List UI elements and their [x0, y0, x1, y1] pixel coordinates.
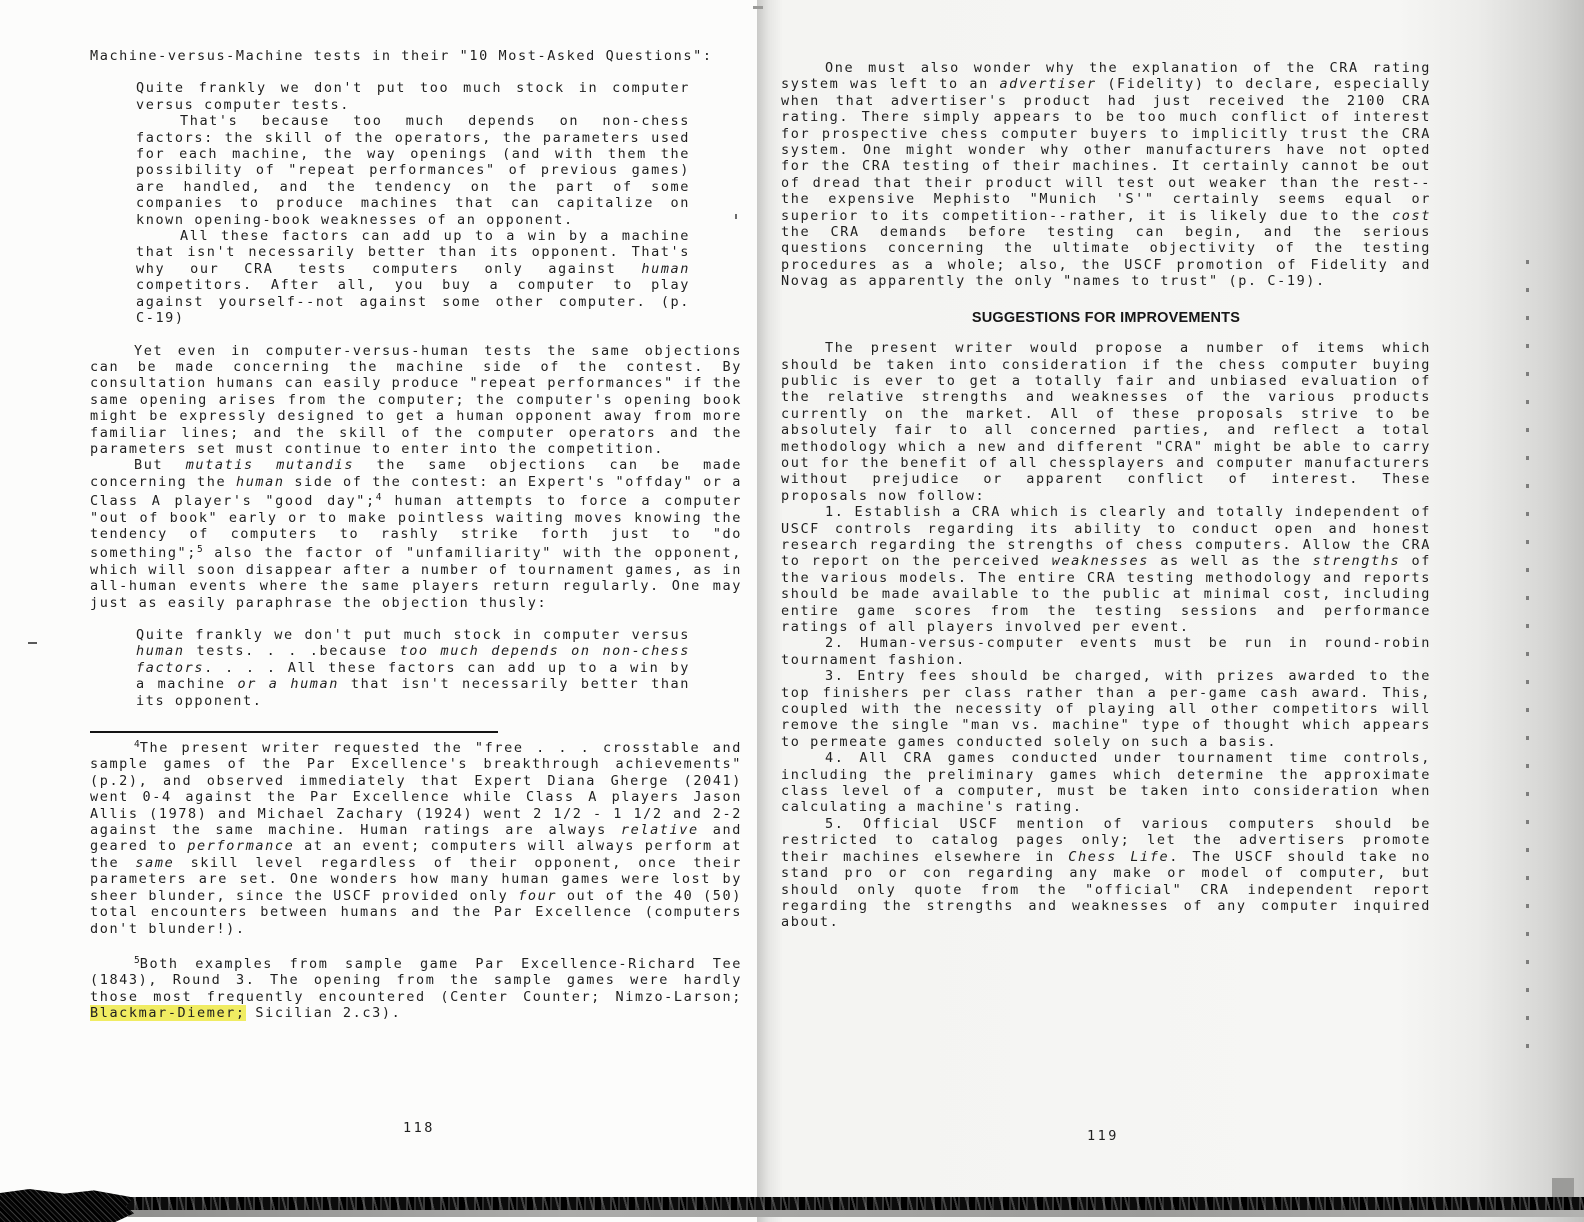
text-segment: competitors. After all, you buy a computer to play against yourself--not against some other computer. (p. C-19): [136, 277, 690, 327]
text-segment: Quite frankly we don't put much stock in computer versus: [136, 627, 690, 643]
left-page: [0, 0, 757, 1222]
text-segment: side of the contest: an Expert's "offday" or a Class A player's "good day";: [90, 473, 743, 510]
text-segment: human attempts to force a computer "out of book" early or to make pointless waiting moves knowing the tendency of computers to rashly strike forth just to "do something";: [90, 493, 743, 562]
text-segment: . . . . All these factors can add up to a win by a machine: [136, 659, 690, 693]
scan-artifact: [735, 214, 737, 219]
text-segment: Machine-versus-Machine tests in their "10 Most-Asked Questions":: [90, 48, 713, 64]
block-quote-1: [136, 80, 690, 113]
body-paragraph: [90, 343, 742, 458]
text-segment: advertiser: [999, 76, 1097, 93]
text-segment: (Fidelity) to declare, especially when that advertiser's product had just received the 2100 CRA rating. There simply appears to be too much conflict of interest for prospective chess computer buyers to implicitly trust the CRA system. One might wonder why other manufacturers have not opted for the CRA testing of their machines. It certainly cannot be out of dread that their product will test out weaker than the rest--the expensive Mephisto "Munich 'S'" certainly seems equal or superior to its competition--rather, it is likely due to the: [781, 76, 1431, 224]
block-quote-1: [136, 113, 690, 228]
footnote-marker: 4: [375, 492, 382, 504]
text-segment: 5. Official USCF mention of various computers should be restricted to catalog pages only; let the advertisers promote their machines elsewhere in: [781, 815, 1431, 865]
text-segment: That's because too much depends on non-chess factors: the skill of the operators, the parameters used for each machine, the way openings (and with them the possibility of "repeat performances" of previous games) are handled, and the tendency on the part of some companies to produce machines that can capitalize on known opening-book weaknesses of an opponent.: [136, 113, 690, 228]
footnote-5: [90, 953, 742, 1022]
footnote-4: [90, 737, 742, 937]
text-segment: strengths: [1312, 553, 1401, 570]
proposal-item-2: [781, 635, 1431, 668]
scan-artifact: [753, 6, 763, 9]
text-segment: of the various models. The entire CRA testing methodology and reports should be made available to the public at minimal cost, including entire game scores from the testing sessions and performance ratings of all players involved per event.: [781, 553, 1431, 635]
text-segment: mutatis mutandis: [185, 457, 355, 474]
text-segment: skill level regardless of their opponent, once their parameters are set. One wonders how many human games were lost by sheer blunder, since the USCF provided only: [90, 854, 742, 904]
text-segment: relative: [620, 822, 699, 839]
text-segment: human: [641, 260, 690, 277]
text-segment: 3. Entry fees should be charged, with prizes awarded to the top finishers per class rather than a per-game cash award. This, coupled with the necessity of playing all other competitors will remove the single "man vs. machine" type of thought which appears to permeate games conducted solely on such a basis.: [781, 668, 1431, 750]
right-page: [757, 0, 1584, 1222]
text-segment: four: [518, 887, 558, 904]
body-paragraph: [90, 457, 742, 611]
proposal-item-3: [781, 668, 1431, 750]
highlighted-text: Blackmar-Diemer;: [90, 1005, 246, 1022]
section-heading: [781, 310, 1431, 326]
text-segment: 2. Human-versus-computer events must be run in round-robin tournament fashion.: [781, 635, 1431, 668]
text-segment: the CRA demands before testing can begin, and the serious questions concerning the ultimate objectivity of the testing procedures as a whole; also, the USCF promotion of Fidelity and Novag as apparently the only "names to trust" (p. C-19).: [781, 224, 1431, 290]
text-segment: Sicilian 2.c3).: [245, 1005, 402, 1022]
text-segment: at an event; computers will always perform at the: [90, 838, 742, 871]
proposal-item-4: [781, 750, 1431, 816]
text-segment: One must also wonder why the explanation of the CRA rating system was left to an: [781, 60, 1431, 93]
proposal-item-1: [781, 504, 1431, 635]
text-segment: All these factors can add up to a win by a machine that isn't necessarily better than its opponent. That's why our CRA tests computers only against: [136, 228, 690, 277]
body-paragraph: [781, 340, 1431, 504]
scan-artifact: [28, 642, 37, 644]
text-segment: Quite frankly we don't put too much stock in computer versus computer tests.: [136, 80, 690, 113]
text-segment: human: [235, 473, 285, 490]
proposal-item-5: [781, 816, 1431, 931]
page-number-right: 119: [1087, 1128, 1119, 1144]
text-segment: Both examples from sample game Par Excellence-Richard Tee (1843), Round 3. The opening from the sample games were hardly those most frequently encountered (Center Counter; Nimzo-Larson;: [90, 955, 742, 1005]
text-segment: Yet even in computer-versus-human tests the same objections can be made concerning the machine side of the contest. By consultation humans can easily produce "repeat performances" if the same opening arises from the computer; the computer's opening book might be expressly designed to get a human opponent away from more familiar lines; and the skill of the computer operators and the parameters set must continue to enter into the competition.: [90, 342, 742, 457]
left-page-text-column: [90, 48, 742, 1022]
text-segment: and geared to: [90, 822, 742, 855]
block-quote-1: [136, 228, 690, 326]
text-segment: But: [134, 457, 186, 474]
text-segment: SUGGESTIONS FOR IMPROVEMENTS: [971, 309, 1241, 326]
text-segment: or a human: [237, 676, 339, 693]
footnote-marker: 4: [134, 739, 140, 751]
text-segment: weaknesses: [1051, 553, 1149, 570]
text-segment: performance: [187, 838, 295, 855]
intro-line: [90, 48, 742, 64]
text-segment: also the factor of "unfamiliarity" with the opponent, which will soon disappear after a number of tournament games, as in all-human events where the same players return regularly. One may just as easily paraphrase the objection thusly:: [90, 545, 742, 611]
page-number-left: 118: [403, 1120, 435, 1136]
text-segment: human: [136, 643, 185, 660]
text-segment: that isn't necessarily better than its opponent.: [136, 676, 691, 709]
text-segment: as well as the: [1148, 553, 1313, 570]
scan-edge-speckles: [1526, 260, 1529, 1060]
text-segment: Chess Life: [1068, 848, 1170, 865]
scan-bottom-gray-band: [128, 1209, 1584, 1217]
right-page-text-column: [781, 60, 1431, 931]
text-segment: cost: [1392, 207, 1431, 224]
text-segment: . The USCF should take no stand pro or con regarding any make or model of computer, but should only quote from the "official" CRA independent report regarding the strengths and weaknesses of any computer inquired about.: [781, 848, 1431, 931]
text-segment: 1. Establish a CRA which is clearly and totally independent of USCF controls regarding its ability to conduct open and honest research regarding the strengths of chess computers. Allow the CRA to report on the perceived: [781, 504, 1431, 570]
text-segment: too much depends on non-chess factors: [136, 643, 691, 676]
footnote-marker: 5: [134, 954, 140, 966]
text-segment: The present writer would propose a number of items which should be taken into consideration if the chess computer buying public is ever to get a totally fair and unbiased evaluation of the relative strengths and weaknesses of the various products currently on the market. All of these proposals strive to be absolutely fair to all concerned parties, and reflect a total methodology which a new and different "CRA" might be able to carry out for the benefit of all chessplayers and computer manufacturers without prejudice or apparent conflict of interest. These proposals now follow:: [781, 340, 1431, 504]
scan-bottom-noise-strip: [0, 1197, 1584, 1210]
footnote-marker: 5: [197, 544, 203, 556]
text-segment: the same objections can be made concerning the: [90, 457, 742, 490]
text-segment: tests. . . .because: [184, 643, 400, 660]
text-segment: same: [135, 854, 175, 871]
text-segment: The present writer requested the "free . . . crosstable and sample games of the Par Excellence's breakthrough achievements" (p.2), and observed immediately that Expert Diana Gherge (2041) went 0-4 against the Par Excellence while Class A players Jason Allis (1978) and Michael Zachary (1924) went 2 1/2 - 1 1/2 and 2-2 against the same machine. Human ratings are always: [90, 740, 742, 839]
block-quote-2: [136, 627, 690, 709]
text-segment: out of the 40 (50) total encounters between humans and the Par Excellence (computers don't blunder!).: [90, 887, 742, 937]
scan-page-corner: [1552, 1178, 1574, 1198]
body-paragraph: [781, 60, 1431, 290]
footnote-separator: [90, 731, 498, 733]
text-segment: 4. All CRA games conducted under tournament time controls, including the preliminary games which determine the approximate class level of a computer, must be taken into consideration when calculating a machine's rating.: [781, 750, 1431, 816]
